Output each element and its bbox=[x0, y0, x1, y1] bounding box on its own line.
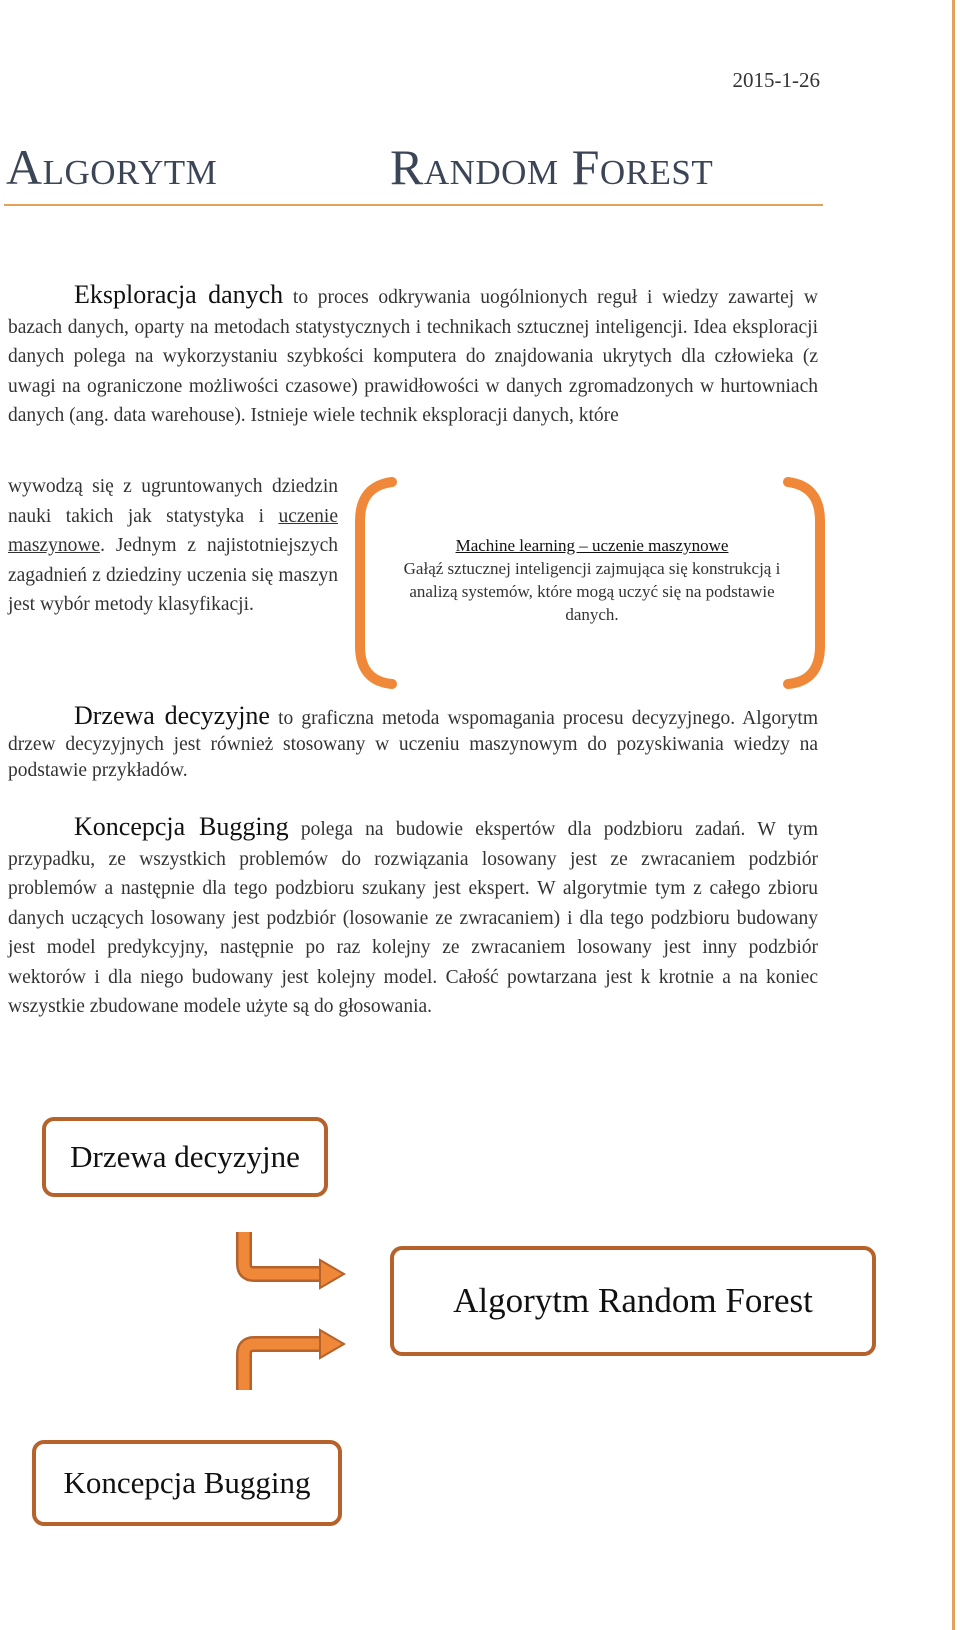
page-title-part1: Algorytm bbox=[6, 139, 218, 195]
machine-learning-callout bbox=[392, 534, 792, 626]
section-decision-trees bbox=[8, 703, 818, 784]
section-data-mining bbox=[8, 280, 818, 431]
section-data-mining-lead: Eksploracja danych bbox=[74, 280, 284, 309]
section-decision-trees-lead: Drzewa decyzyjne bbox=[74, 701, 270, 730]
section-decision-trees-text: to graficzna metoda wspomagania procesu decyzyjnego. Algorytm drzew decyzyjnych jest również stosowany w uczeniu maszynowym do pozyskiwania wiedzy na podstawie przykładów. bbox=[8, 708, 818, 781]
callout-title: Machine learning – uczenie maszynowe bbox=[455, 536, 729, 555]
diagram-box-random-forest: Algorytm Random Forest bbox=[390, 1246, 876, 1356]
title-divider bbox=[4, 204, 823, 206]
diagram-box-decision-trees: Drzewa decyzyjne bbox=[42, 1117, 328, 1197]
callout-body: Gałąź sztucznej inteligencji zajmująca się konstrukcją i analizą systemów, które mogą uczyć się na podstawie danych. bbox=[403, 559, 781, 624]
arrow-down-right-icon bbox=[230, 1228, 350, 1298]
side-text-after: . Jednym z najistotniejszych zagadnień z dziedziny uczenia się maszyn jest wybór metody klasyfikacji. bbox=[8, 535, 338, 615]
section-bugging-lead: Koncepcja Bugging bbox=[74, 812, 289, 841]
arrow-up-right-icon bbox=[230, 1322, 350, 1394]
diagram-box-bugging: Koncepcja Bugging bbox=[32, 1440, 342, 1526]
side-text-before: wywodzą się z ugruntowanych dziedzin nauki takich jak statystyka i bbox=[8, 476, 338, 527]
document-date: 2015-1-26 bbox=[732, 68, 820, 92]
page-edge-rule bbox=[952, 0, 955, 1630]
page-title-part2: Random Forest bbox=[390, 139, 714, 195]
section-data-mining-text: to proces odkrywania uogólnionych reguł i wiedzy zawartej w bazach danych, oparty na metodach statystycznych i technikach sztucznej inteligencji. Idea eksploracji danych polega na wykorzystaniu szybkości komputera do znajdowania ukrytych dla człowieka (z uwagi na ograniczone możliwości czasowe) prawidłowości w danych zgromadzonych w hurtowniach danych (ang. data warehouse). Istnieje wiele technik eksploracji danych, które bbox=[8, 287, 819, 426]
section-bugging bbox=[8, 812, 818, 1022]
section-bugging-text: polega na budowie ekspertów dla podzbioru zadań. W tym przypadku, ze wszystkich problemów do rozwiązania losowany jest ze zwracaniem podzbiór problemów a następnie dla tego podzbioru szukany jest ekspert. W algorytmie tym z całego zbioru danych uczących losowany jest podzbiór (losowanie ze zwracaniem) i dla tego podzbioru budowany jest model predykcyjny, następnie po raz kolejny ze zwracaniem losowany jest inny podzbiór wektorów i dla niego budowany jest kolejny model. Całość powtarzana jest k krotnie a na koniec wszystkie zbudowane modele użyte są do głosowania. bbox=[8, 819, 818, 1017]
machine-learning-link[interactable]: uczenie maszynowe bbox=[8, 505, 338, 556]
section-data-mining-continued bbox=[8, 472, 338, 620]
